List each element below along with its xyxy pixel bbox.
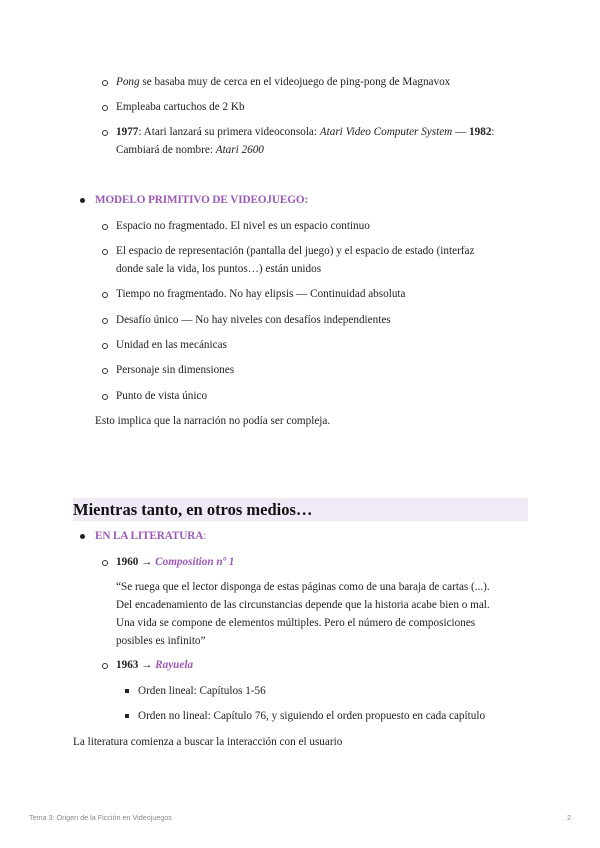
bullet-square-icon [125,689,129,693]
list-item [116,98,245,116]
list-item [116,73,450,91]
bullet-circle-icon [102,368,108,374]
bullet-circle-icon [102,318,108,324]
bullet-circle-icon [102,80,108,86]
quote-line: Una vida se compone de elementos múltiples. Pero el número de composiciones [116,617,476,629]
list-item: Punto de vista único [116,390,208,402]
bullet-disc-icon [80,534,85,539]
item-text: Empleaba cartuchos de 2 Kb [116,101,245,113]
bullet-circle-icon [102,663,108,669]
list-item-continuation [116,141,264,159]
list-item: El espacio de representación (pantalla del juego) y el espacio de estado (interfaz [116,245,475,257]
footer-title: Tema 3: Origen de la Ficción en Videojuegos [29,813,172,822]
bullet-circle-icon [102,292,108,298]
sub-list-item: Orden no lineal: Capítulo 76, y siguiendo el orden propuesto en cada capítulo [138,710,486,722]
year-label: 1982 [469,126,492,138]
item-text: : Atari lanzará su primera videoconsola: [138,126,320,138]
list-item [116,123,495,141]
list-item-continuation: donde sale la vida, los puntos…) están unidos [116,263,322,275]
emphasis-text: Atari Video Computer System [319,126,453,138]
work-title: Composition nº 1 [155,556,235,568]
list-item: Desafío único — No hay niveles con desafíos independientes [116,314,391,326]
bullet-circle-icon [102,249,108,255]
emphasis-text: Pong [116,76,140,88]
item-text: se basaba muy de cerca en el videojuego de ping-pong de Magnavox [139,76,451,88]
bullet-square-icon [125,714,129,718]
arrow-text: → [138,659,156,671]
section-title-literature [95,527,206,545]
list-item: Unidad en las mecánicas [116,339,227,351]
bullet-circle-icon [102,560,108,566]
literature-entry-1963 [116,656,193,674]
bullet-circle-icon [102,105,108,111]
dash-text: — [452,126,470,138]
model-conclusion: Esto implica que la narración no podía ser compleja. [95,415,331,427]
quote-line: “Se ruega que el lector disponga de estas páginas como de una baraja de cartas (...). [116,581,490,593]
literature-colon: : [203,530,207,542]
sub-list-item: Orden lineal: Capítulos 1-56 [138,685,266,697]
arrow-text: → [138,556,156,568]
year-label: 1977 [116,126,139,138]
quote-line: posibles es infinito” [116,635,206,647]
item-text: Cambiará de nombre: [116,144,216,156]
bullet-circle-icon [102,224,108,230]
bullet-disc-icon [80,198,85,203]
literature-title: EN LA LITERATURA [95,530,204,542]
bullet-circle-icon [102,130,108,136]
quote-line: Del encadenamiento de las circunstancias depende que la historia acabe bien o mal. [116,599,490,611]
list-item: Personaje sin dimensiones [116,364,235,376]
list-item: Tiempo no fragmentado. No hay elipsis — Continuidad absoluta [116,288,406,300]
section-title-model: MODELO PRIMITIVO DE VIDEOJUEGO: [95,194,309,206]
section-heading: Mientras tanto, en otros medios… [73,500,313,519]
item-text: : [491,126,495,138]
bullet-circle-icon [102,394,108,400]
work-title: Rayuela [155,659,194,671]
year-label: 1960 [116,556,139,568]
emphasis-text: Atari 2600 [215,144,264,156]
bullet-circle-icon [102,343,108,349]
page-number: 2 [567,813,571,822]
literature-conclusion: La literatura comienza a buscar la interacción con el usuario [73,736,343,748]
list-item: Espacio no fragmentado. El nivel es un espacio continuo [116,220,370,232]
year-label: 1963 [116,659,139,671]
literature-entry-1960 [116,553,234,571]
